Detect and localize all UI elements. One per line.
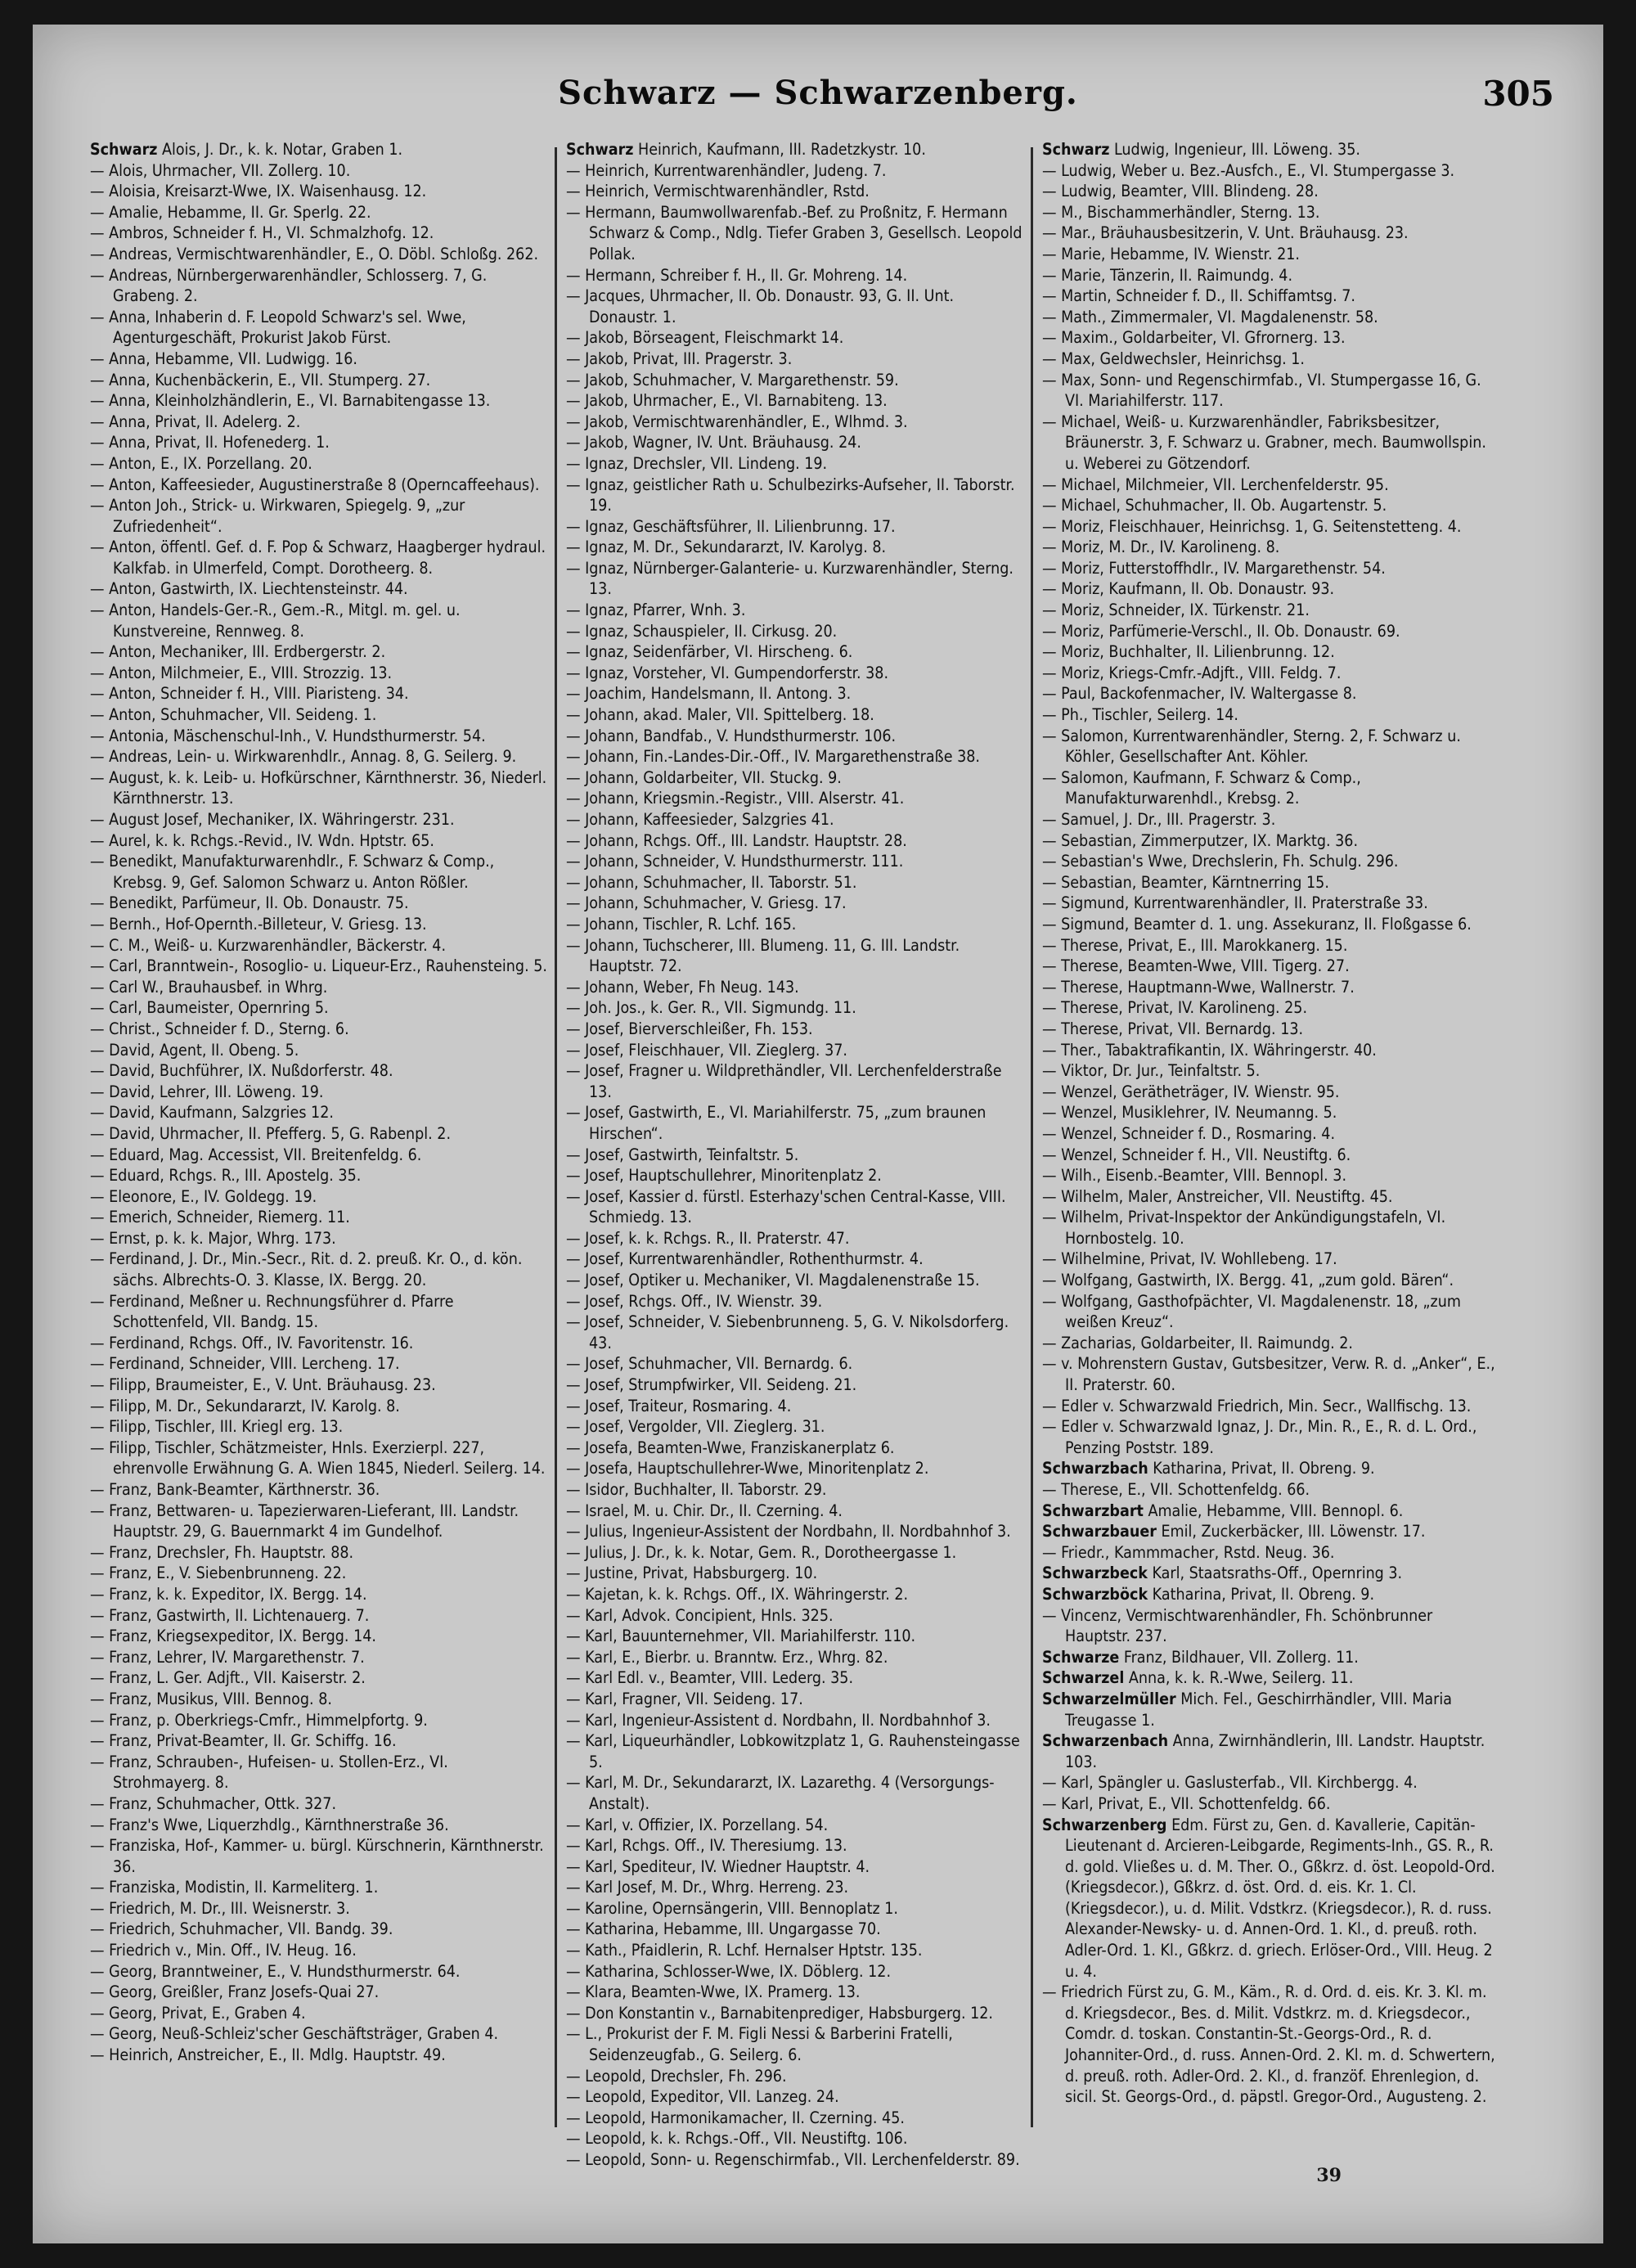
directory-entry: — Carl, Baumeister, Opernring 5. — [90, 998, 329, 1018]
directory-entry: — Franz, E., V. Siebenbrunneng. 22. — [90, 1564, 347, 1583]
directory-entry: Schwarzenberg Edm. Fürst zu, Gen. d. Kavallerie, Capitän-Lieutenant d. Arcieren-Leibgarde, Regiments-Inh., GS. R., R. d. gold. Vließes u. d. M. Ther. O., Gßkrz. d. öst. Leopold-Ord. (Kriegsdecor.), Gßkrz. d. öst. Ord. d. eis. Kr. 1. Cl. (Kriegsdecor.), u. d. Milit. Vdstkrz. (Kriegsdecor.), R. d. russ. Alexander-Newsky- u. d. Annen-Ord. 1. Kl., d. preuß. roth. Adler-Ord. 1. Kl., Gßkrz. d. griech. Erlöser-Ord., VIII. Heug. 2 u. 4. — [1042, 1815, 1495, 1981]
directory-entry: — Anton, Mechaniker, III. Erdbergerstr. 2. — [90, 642, 386, 662]
directory-entry: — Bernh., Hof-Opernth.-Billeteur, V. Griesg. 13. — [90, 914, 427, 934]
directory-entry: — Therese, Privat, VII. Bernardg. 13. — [1042, 1019, 1304, 1038]
column-middle — [566, 139, 1026, 2169]
directory-entry: — Isidor, Buchhalter, II. Taborstr. 29. — [566, 1480, 827, 1499]
directory-entry: — Ferdinand, Rchgs. Off., IV. Favoritenstr. 16. — [90, 1333, 414, 1352]
directory-entry: — Ignaz, Seidenfärber, VI. Hirscheng. 6. — [566, 642, 853, 662]
directory-entry: — Wilhelmine, Privat, IV. Wohllebeng. 17. — [1042, 1249, 1337, 1269]
directory-entry: — Carl, Branntwein-, Rosoglio- u. Liqueur-Erz., Rauhensteing. 5. — [90, 956, 547, 976]
directory-entry: — Moriz, Schneider, IX. Türkenstr. 21. — [1042, 601, 1310, 620]
directory-entry: — August, k. k. Leib- u. Hofkürschner, Kärnthnerstr. 36, Niederl. Kärnthnerstr. 13. — [90, 767, 547, 808]
directory-entry: — Math., Zimmermaler, VI. Magdalenenstr. 58. — [1042, 307, 1378, 326]
directory-entry: — Joachim, Handelsmann, II. Antong. 3. — [566, 684, 852, 704]
directory-entry: — Karl, Privat, E., VII. Schottenfeldg. 66. — [1042, 1793, 1331, 1813]
directory-entry: — Eduard, Rchgs. R., III. Apostelg. 35. — [90, 1166, 362, 1186]
directory-entry: — Georg, Branntweiner, E., V. Hundsthurmerstr. 64. — [90, 1961, 461, 1981]
directory-entry: — Anna, Privat, II. Hofenederg. 1. — [90, 433, 330, 452]
directory-entry: — Ferdinand, J. Dr., Min.-Secr., Rit. d. 2. preuß. Kr. O., d. kön. sächs. Albrechts-O. 3. Klasse, IX. Bergg. 20. — [90, 1249, 523, 1290]
directory-entry: — Leopold, Harmonikamacher, II. Czerning. 45. — [566, 2108, 905, 2127]
directory-entry: — Josef, Schuhmacher, VII. Bernardg. 6. — [566, 1354, 853, 1374]
directory-entry: — Don Konstantin v., Barnabitenprediger, Habsburgerg. 12. — [566, 2003, 994, 2023]
directory-entry: — Johann, Schuhmacher, V. Griesg. 17. — [566, 893, 847, 913]
directory-entry: — M., Bischammerhändler, Sterng. 13. — [1042, 202, 1320, 222]
directory-entry: — Sebastian's Wwe, Drechslerin, Fh. Schulg. 296. — [1042, 852, 1399, 871]
directory-entry: — Zacharias, Goldarbeiter, II. Raimundg. 2. — [1042, 1333, 1353, 1352]
directory-entry: — Hermann, Schreiber f. H., II. Gr. Mohreng. 14. — [566, 265, 908, 285]
directory-entry: — Anna, Privat, II. Adelerg. 2. — [90, 412, 301, 431]
directory-entry: — Franz, L. Ger. Adjft., VII. Kaiserstr. 2. — [90, 1668, 366, 1688]
directory-entry: — Leopold, Drechsler, Fh. 296. — [566, 2066, 787, 2086]
directory-entry: — Marie, Hebamme, IV. Wienstr. 21. — [1042, 244, 1300, 263]
directory-entry: — Josef, Optiker u. Mechaniker, VI. Magdalenenstraße 15. — [566, 1271, 980, 1290]
directory-entry: — Johann, Kriegsmin.-Registr., VIII. Alserstr. 41. — [566, 789, 905, 808]
directory-entry: — Karl, Fragner, VII. Seideng. 17. — [566, 1689, 803, 1708]
directory-entry: — Georg, Greißler, Franz Josefs-Quai 27. — [90, 1982, 380, 2002]
directory-entry: — Viktor, Dr. Jur., Teinfaltstr. 5. — [1042, 1061, 1261, 1081]
directory-entry: — Johann, akad. Maler, VII. Spittelberg. 18. — [566, 705, 874, 725]
directory-entry: — Karl, Bauunternehmer, VII. Mariahilferstr. 110. — [566, 1627, 916, 1646]
directory-entry: — C. M., Weiß- u. Kurzwarenhändler, Bäckerstr. 4. — [90, 935, 447, 955]
directory-entry: — Anna, Kleinholzhändlerin, E., VI. Barnabitengasse 13. — [90, 391, 491, 411]
directory-entry: — Georg, Neuß-Schleiz'scher Geschäftsträger, Graben 4. — [90, 2024, 499, 2044]
directory-entry: — Josefa, Hauptschullehrer-Wwe, Minoritenplatz 2. — [566, 1459, 929, 1478]
directory-entry: Schwarzenbach Anna, Zwirnhändlerin, III. Landstr. Hauptstr. 103. — [1042, 1731, 1485, 1771]
directory-entry: — Wilhelm, Privat-Inspektor der Ankündigungstafeln, VI. Hornbostelg. 10. — [1042, 1208, 1446, 1248]
directory-entry: — Wilh., Eisenb.-Beamter, VIII. Bennopl. 3. — [1042, 1166, 1347, 1186]
directory-entry: — Benedikt, Parfümeur, II. Ob. Donaustr. 75. — [90, 893, 409, 913]
directory-entry: — Johann, Schneider, V. Hundsthurmerstr. 111. — [566, 852, 904, 871]
directory-entry: — Ludwig, Weber u. Bez.-Ausfch., E., VI. Stumpergasse 3. — [1042, 160, 1455, 180]
directory-entry: — Anton, Schuhmacher, VII. Seideng. 1. — [90, 705, 377, 725]
directory-entry: — Johann, Tischler, R. Lchf. 165. — [566, 914, 797, 934]
directory-entry: — Karl Edl. v., Beamter, VIII. Lederg. 35. — [566, 1668, 854, 1688]
directory-entry: — Josef, Kurrentwarenhändler, Rothenthurmstr. 4. — [566, 1249, 924, 1269]
page-header — [33, 74, 1603, 123]
directory-entry: — Leopold, k. k. Rchgs.-Off., VII. Neustiftg. 106. — [566, 2129, 908, 2149]
directory-entry: — Franz, Bettwaren- u. Tapezierwaren-Lieferant, III. Landstr. Hauptstr. 29, G. Bauernmarkt 4 im Gundelhof. — [90, 1501, 519, 1541]
directory-entry: — Wenzel, Schneider f. H., VII. Neustiftg. 6. — [1042, 1145, 1351, 1164]
directory-entry: — Johann, Goldarbeiter, VII. Stuckg. 9. — [566, 767, 842, 787]
directory-entry: — Andreas, Nürnbergerwarenhändler, Schlosserg. 7, G. Grabeng. 2. — [90, 265, 488, 306]
directory-entry: — Andreas, Vermischtwarenhändler, E., O. Döbl. Schloßg. 262. — [90, 244, 539, 263]
page-title: Schwarz — Schwarzenberg. — [558, 74, 1078, 112]
directory-entry: — Ernst, p. k. k. Major, Whrg. 173. — [90, 1228, 336, 1248]
directory-entry: Schwarzbauer Emil, Zuckerbäcker, III. Löwenstr. 17. — [1042, 1522, 1426, 1541]
directory-entry: — Franz, Musikus, VIII. Bennog. 8. — [90, 1689, 332, 1708]
directory-entry: — Karl, v. Offizier, IX. Porzellang. 54. — [566, 1815, 829, 1834]
directory-entry: — Moriz, Fleischhauer, Heinrichsg. 1, G. Seitenstetteng. 4. — [1042, 516, 1462, 536]
directory-entry: — Anna, Hebamme, VII. Ludwigg. 16. — [90, 349, 357, 368]
directory-entry: — Moriz, Buchhalter, II. Lilienbrunng. 12. — [1042, 642, 1335, 662]
directory-entry: — Mar., Bräuhausbesitzerin, V. Unt. Bräuhausg. 23. — [1042, 223, 1409, 243]
directory-entry: — Josef, Strumpfwirker, VII. Seideng. 21. — [566, 1375, 857, 1395]
directory-entry: — Friedrich, M. Dr., III. Weisnerstr. 3. — [90, 1898, 350, 1918]
directory-entry: — Ignaz, Pfarrer, Wnh. 3. — [566, 601, 746, 620]
directory-entry: — Moriz, Futterstoffhdlr., IV. Margarethenstr. 54. — [1042, 558, 1386, 578]
directory-entry: — Ferdinand, Meßner u. Rechnungsführer d. Pfarre Schottenfeld, VII. Bandg. 15. — [90, 1291, 454, 1332]
directory-entry: — Josef, Gastwirth, E., VI. Mariahilferstr. 75, „zum braunen Hirschen“. — [566, 1103, 987, 1143]
directory-entry: — Karl, Ingenieur-Assistent d. Nordbahn, II. Nordbahnhof 3. — [566, 1710, 991, 1730]
directory-entry: — Emerich, Schneider, Riemerg. 11. — [90, 1208, 350, 1227]
directory-entry: — Paul, Backofenmacher, IV. Waltergasse 8. — [1042, 684, 1357, 704]
directory-entry: — Jakob, Vermischtwarenhändler, E., Wlhmd. 3. — [566, 412, 908, 431]
directory-entry: — Wilhelm, Maler, Anstreicher, VII. Neustiftg. 45. — [1042, 1186, 1393, 1206]
directory-entry: — Franziska, Hof-, Kammer- u. bürgl. Kürschnerin, Kärnthnerstr. 36. — [90, 1836, 544, 1876]
directory-entry: — Ignaz, Geschäftsführer, II. Lilienbrunng. 17. — [566, 516, 896, 536]
directory-entry: — Wenzel, Gerätheträger, IV. Wienstr. 95. — [1042, 1082, 1340, 1101]
directory-entry: — Josef, Fleischhauer, VII. Zieglerg. 37. — [566, 1040, 847, 1060]
directory-entry: — Filipp, Braumeister, E., V. Unt. Bräuhausg. 23. — [90, 1375, 436, 1395]
directory-entry: — Ignaz, M. Dr., Sekundararzt, IV. Karolyg. 8. — [566, 538, 887, 557]
directory-entry: — David, Lehrer, III. Löweng. 19. — [90, 1082, 324, 1101]
directory-entry: — Johann, Bandfab., V. Hundsthurmerstr. 106. — [566, 726, 897, 745]
directory-entry: — Michael, Schuhmacher, II. Ob. Augartenstr. 5. — [1042, 496, 1387, 515]
directory-entry: — Georg, Privat, E., Graben 4. — [90, 2003, 306, 2023]
directory-entry: Schwarzbach Katharina, Privat, II. Obreng. 9. — [1042, 1459, 1375, 1478]
column-left — [90, 139, 550, 2127]
directory-entry: — Filipp, Tischler, III. Kriegl erg. 13. — [90, 1417, 344, 1437]
directory-entry: — August Josef, Mechaniker, IX. Währingerstr. 231. — [90, 810, 455, 829]
directory-entry: — Therese, Beamten-Wwe, VIII. Tigerg. 27. — [1042, 956, 1350, 976]
directory-entry: — Karl, Spediteur, IV. Wiedner Hauptstr. 4. — [566, 1856, 870, 1876]
directory-entry: — Ignaz, geistlicher Rath u. Schulbezirks-Aufseher, II. Taborstr. 19. — [566, 475, 1015, 515]
directory-entry: — Josef, Schneider, V. Siebenbrunneng. 5, G. V. Nikolsdorferg. 43. — [566, 1312, 1009, 1352]
directory-entry: — Johann, Rchgs. Off., III. Landstr. Hauptstr. 28. — [566, 830, 907, 850]
directory-entry: — Martin, Schneider f. D., II. Schiffamtsg. 7. — [1042, 286, 1355, 306]
column-right — [1042, 139, 1502, 2127]
page-number: 305 — [1482, 74, 1554, 114]
directory-entry: — Alois, Uhrmacher, VII. Zollerg. 10. — [90, 160, 351, 180]
directory-entry: — Benedikt, Manufakturwarenhdlr., F. Schwarz & Comp., Krebsg. 9, Gef. Salomon Schwarz u. Anton Rößler. — [90, 852, 495, 892]
directory-entry: — Justine, Privat, Habsburgerg. 10. — [566, 1564, 818, 1583]
directory-entry: — David, Uhrmacher, II. Pfefferg. 5, G. Rabenpl. 2. — [90, 1123, 452, 1143]
directory-entry: — Josef, Bierverschleißer, Fh. 153. — [566, 1019, 813, 1038]
directory-entry: — Friedr., Kammmacher, Rstd. Neug. 36. — [1042, 1542, 1335, 1562]
directory-entry: — Karl, Rchgs. Off., IV. Theresiumg. 13. — [566, 1836, 847, 1856]
directory-entry: — Antonia, Mäschenschul-Inh., V. Hundsthurmerstr. 54. — [90, 726, 486, 745]
directory-entry: — Andreas, Lein- u. Wirkwarenhdlr., Annag. 8, G. Seilerg. 9. — [90, 747, 517, 767]
directory-entry: — Edler v. Schwarzwald Ignaz, J. Dr., Min. R., E., R. d. L. Ord., Penzing Poststr. 189. — [1042, 1417, 1477, 1457]
directory-entry: — Aloisia, Kreisarzt-Wwe, IX. Waisenhausg. 12. — [90, 182, 427, 201]
directory-entry: — Franz, Bank-Beamter, Kärthnerstr. 36. — [90, 1480, 380, 1499]
directory-entry: — Franz, Gastwirth, II. Lichtenauerg. 7. — [90, 1605, 370, 1625]
directory-entry: — Jakob, Privat, III. Pragerstr. 3. — [566, 349, 793, 368]
directory-entry: — Filipp, M. Dr., Sekundararzt, IV. Karolg. 8. — [90, 1396, 400, 1415]
directory-entry: — Kath., Pfaidlerin, R. Lchf. Hernalser Hptstr. 135. — [566, 1941, 923, 1960]
directory-entry: — Julius, Ingenieur-Assistent der Nordbahn, II. Nordbahnhof 3. — [566, 1522, 1011, 1541]
directory-entry: Schwarzbeck Karl, Staatsraths-Off., Opernring 3. — [1042, 1564, 1403, 1583]
directory-entry: — Anton, Gastwirth, IX. Liechtensteinstr. 44. — [90, 579, 408, 599]
directory-entry: — Jacques, Uhrmacher, II. Ob. Donaustr. 93, G. II. Unt. Donaustr. 1. — [566, 286, 955, 326]
directory-entry: — Therese, Privat, IV. Karolineng. 25. — [1042, 998, 1308, 1018]
directory-entry: — Joh. Jos., k. Ger. R., VII. Sigmundg. 11. — [566, 998, 856, 1018]
directory-entry: — Josef, Traiteur, Rosmaring. 4. — [566, 1396, 792, 1415]
directory-entry: — David, Buchführer, IX. Nußdorferstr. 48. — [90, 1061, 393, 1081]
directory-entry: — Ther., Tabaktrafikantin, IX. Währingerstr. 40. — [1042, 1040, 1377, 1060]
directory-entry: — Franz, Privat-Beamter, II. Gr. Schiffg. 16. — [90, 1731, 397, 1751]
directory-page — [33, 25, 1603, 2243]
directory-entry: — Josef, Fragner u. Wildprethändler, VII. Lerchenfelderstraße 13. — [566, 1061, 1002, 1101]
directory-entry: Schwarz Heinrich, Kaufmann, III. Radetzkystr. 10. — [566, 140, 926, 159]
directory-entry: — Edler v. Schwarzwald Friedrich, Min. Secr., Wallfischg. 13. — [1042, 1396, 1472, 1415]
directory-entry: — Karl, Advok. Concipient, Hnls. 325. — [566, 1605, 834, 1625]
directory-entry: — Ignaz, Drechsler, VII. Lindeng. 19. — [566, 453, 828, 473]
directory-entry: — Marie, Tänzerin, II. Raimundg. 4. — [1042, 265, 1293, 285]
directory-entry: — Michael, Weiß- u. Kurzwarenhändler, Fabriksbesitzer, Bräunerstr. 3, F. Schwarz u. Grabner, mech. Baumwollspin. u. Weberei zu Götzendorf. — [1042, 412, 1486, 473]
column-divider — [555, 147, 557, 2127]
directory-entry: — Anton, Milchmeier, E., VIII. Strozzig. 13. — [90, 663, 393, 682]
printer-signature: 39 — [1316, 2165, 1342, 2186]
directory-entry: — Johann, Fin.-Landes-Dir.-Off., IV. Margarethenstraße 38. — [566, 747, 980, 767]
directory-entry: — Salomon, Kurrentwarenhändler, Sterng. 2, F. Schwarz u. Köhler, Gesellschafter Ant. Köhler. — [1042, 726, 1461, 767]
directory-entry: — Johann, Weber, Fh Neug. 143. — [566, 977, 799, 997]
directory-entry: — Franz, Kriegsexpeditor, IX. Bergg. 14. — [90, 1627, 376, 1646]
directory-entry: — Moriz, M. Dr., IV. Karolineng. 8. — [1042, 538, 1280, 557]
directory-entry: — Ph., Tischler, Seilerg. 14. — [1042, 705, 1238, 725]
directory-entry: — Karl Josef, M. Dr., Whrg. Herreng. 23. — [566, 1878, 849, 1897]
directory-entry: — Samuel, J. Dr., III. Pragerstr. 3. — [1042, 810, 1276, 829]
directory-entry: — Ludwig, Beamter, VIII. Blindeng. 28. — [1042, 182, 1319, 201]
directory-entry: — Johann, Kaffeesieder, Salzgries 41. — [566, 810, 834, 829]
directory-entry: — Josef, Hauptschullehrer, Minoritenplatz 2. — [566, 1166, 882, 1186]
directory-entry: — Karl, M. Dr., Sekundararzt, IX. Lazarethg. 4 (Versorgungs-Anstalt). — [566, 1773, 995, 1813]
directory-entry: — Carl W., Brauhausbef. in Whrg. — [90, 977, 328, 997]
directory-entry: — Josef, k. k. Rchgs. R., II. Praterstr. 47. — [566, 1228, 850, 1248]
directory-entry: — Josef, Gastwirth, Teinfaltstr. 5. — [566, 1145, 799, 1164]
directory-entry: — Max, Sonn- und Regenschirmfab., VI. Stumpergasse 16, G. VI. Mariahilferstr. 117. — [1042, 370, 1481, 411]
directory-entry: — Jakob, Schuhmacher, V. Margarethenstr. 59. — [566, 370, 899, 389]
directory-entry: — Sebastian, Zimmerputzer, IX. Marktg. 36. — [1042, 830, 1359, 850]
directory-entry: — Wenzel, Musiklehrer, IV. Neumanng. 5. — [1042, 1103, 1337, 1123]
directory-entry: — Salomon, Kaufmann, F. Schwarz & Comp., Manufakturwarenhdl., Krebsg. 2. — [1042, 767, 1361, 808]
directory-entry: — Heinrich, Vermischtwarenhändler, Rstd. — [566, 182, 870, 201]
directory-entry: — Josefa, Beamten-Wwe, Franziskanerplatz 6. — [566, 1438, 895, 1457]
directory-entry: — Franz, Drechsler, Fh. Hauptstr. 88. — [90, 1542, 354, 1562]
directory-entry: Schwarze Franz, Bildhauer, VII. Zollerg. 11. — [1042, 1647, 1359, 1667]
directory-entry: — v. Mohrenstern Gustav, Gutsbesitzer, Verw. R. d. „Anker“, E., II. Praterstr. 60. — [1042, 1354, 1495, 1395]
directory-entry: — Ambros, Schneider f. H., VI. Schmalzhofg. 12. — [90, 223, 434, 243]
directory-entry: — Anna, Kuchenbäckerin, E., VII. Stumperg. 27. — [90, 370, 431, 389]
directory-entry: — Sebastian, Beamter, Kärntnerring 15. — [1042, 872, 1329, 892]
directory-entry: — Friedrich, Schuhmacher, VII. Bandg. 39. — [90, 1919, 393, 1939]
directory-entry: — Moriz, Parfümerie-Verschl., II. Ob. Donaustr. 69. — [1042, 621, 1400, 641]
directory-entry: Schwarzböck Katharina, Privat, II. Obreng. 9. — [1042, 1584, 1375, 1604]
directory-entry: — Christ., Schneider f. D., Sterng. 6. — [90, 1019, 349, 1038]
directory-entry: — Ignaz, Nürnberger-Galanterie- u. Kurzwarenhändler, Sterng. 13. — [566, 558, 1014, 599]
directory-entry: — Katharina, Hebamme, III. Ungargasse 70. — [566, 1919, 881, 1939]
directory-entry: — Karoline, Opernsängerin, VIII. Bennoplatz 1. — [566, 1898, 898, 1918]
directory-entry: — Leopold, Expeditor, VII. Lanzeg. 24. — [566, 2087, 839, 2107]
directory-entry: — Jakob, Uhrmacher, E., VI. Barnabiteng. 13. — [566, 391, 888, 411]
directory-entry: — Aurel, k. k. Rchgs.-Revid., IV. Wdn. Hptstr. 65. — [90, 830, 434, 850]
directory-entry: — Franziska, Modistin, II. Karmeliterg. 1. — [90, 1878, 379, 1897]
directory-entry: — Klara, Beamten-Wwe, IX. Pramerg. 13. — [566, 1982, 861, 2002]
directory-entry: — Johann, Tuchscherer, III. Blumeng. 11, G. III. Landstr. Hauptstr. 72. — [566, 935, 960, 976]
directory-entry: — David, Kaufmann, Salzgries 12. — [90, 1103, 334, 1123]
directory-entry: — Sigmund, Beamter d. 1. ung. Assekuranz, II. Floßgasse 6. — [1042, 914, 1472, 934]
directory-entry: — Anton, Handels-Ger.-R., Gem.-R., Mitgl. m. gel. u. Kunstvereine, Rennweg. 8. — [90, 601, 461, 641]
directory-entry: — Josef, Kassier d. fürstl. Esterhazy'schen Central-Kasse, VIII. Schmiedg. 13. — [566, 1186, 1006, 1227]
directory-entry: — Ignaz, Vorsteher, VI. Gumpendorferstr. 38. — [566, 663, 889, 682]
directory-entry: — Anton Joh., Strick- u. Wirkwaren, Spiegelg. 9, „zur Zufriedenheit“. — [90, 496, 465, 536]
directory-entry: — Heinrich, Anstreicher, E., II. Mdlg. Hauptstr. 49. — [90, 2045, 446, 2065]
directory-entry: — Karl, Liqueurhändler, Lobkowitzplatz 1, G. Rauhensteingasse 5. — [566, 1731, 1020, 1771]
directory-entry: — Karl, Spängler u. Gaslusterfab., VII. Kirchbergg. 4. — [1042, 1773, 1418, 1793]
directory-entry: — Karl, E., Bierbr. u. Branntw. Erz., Whrg. 82. — [566, 1647, 888, 1667]
column-divider — [1031, 147, 1033, 2127]
directory-entry: — Moriz, Kriegs-Cmfr.-Adjft., VIII. Feldg. 7. — [1042, 663, 1342, 682]
directory-entry: — Sigmund, Kurrentwarenhändler, II. Praterstraße 33. — [1042, 893, 1428, 913]
directory-entry: Schwarzel Anna, k. k. R.-Wwe, Seilerg. 11. — [1042, 1668, 1354, 1688]
directory-entry: Schwarz Ludwig, Ingenieur, III. Löweng. 35. — [1042, 140, 1360, 159]
directory-entry: Schwarz Alois, J. Dr., k. k. Notar, Graben 1. — [90, 140, 403, 159]
directory-entry: — Eleonore, E., IV. Goldegg. 19. — [90, 1186, 317, 1206]
directory-entry: — Filipp, Tischler, Schätzmeister, Hnls. Exerzierpl. 227, ehrenvolle Erwähnung G. A. Wien 1845, Niederl. Seilerg. 14. — [90, 1438, 546, 1478]
directory-entry: — Katharina, Schlosser-Wwe, IX. Döblerg. 12. — [566, 1961, 892, 1981]
directory-entry: — Therese, Privat, E., III. Marokkanerg. 15. — [1042, 935, 1348, 955]
directory-entry: — Josef, Rchgs. Off., IV. Wienstr. 39. — [566, 1291, 823, 1311]
directory-entry: — Franz, k. k. Expeditor, IX. Bergg. 14. — [90, 1584, 367, 1604]
directory-entry: — Anton, E., IX. Porzellang. 20. — [90, 453, 312, 473]
directory-entry: — Leopold, Sonn- u. Regenschirmfab., VII. Lerchenfelderstr. 89. — [566, 2150, 1020, 2169]
directory-entry: — Jakob, Börseagent, Fleischmarkt 14. — [566, 328, 844, 348]
directory-entry: — Franz, Lehrer, IV. Margarethenstr. 7. — [90, 1647, 365, 1667]
directory-entry: — Franz, Schuhmacher, Ottk. 327. — [90, 1793, 337, 1813]
directory-entry: — Michael, Milchmeier, VII. Lerchenfelderstr. 95. — [1042, 475, 1389, 494]
directory-entry: — Josef, Vergolder, VII. Zieglerg. 31. — [566, 1417, 825, 1437]
directory-entry: — Vincenz, Vermischtwarenhändler, Fh. Schönbrunner Hauptstr. 237. — [1042, 1605, 1433, 1646]
directory-entry: — Eduard, Mag. Accessist, VII. Breitenfeldg. 6. — [90, 1145, 422, 1164]
directory-entry: — David, Agent, II. Obeng. 5. — [90, 1040, 299, 1060]
directory-entry: — Wolfgang, Gasthofpächter, VI. Magdalenenstr. 18, „zum weißen Kreuz“. — [1042, 1291, 1461, 1332]
directory-entry: — Maxim., Goldarbeiter, VI. Gfrornerg. 13. — [1042, 328, 1346, 348]
directory-entry: Schwarzbart Amalie, Hebamme, VIII. Bennopl. 6. — [1042, 1501, 1404, 1520]
directory-entry: — Wenzel, Schneider f. D., Rosmaring. 4. — [1042, 1123, 1336, 1143]
directory-entry: — Anton, Schneider f. H., VIII. Piaristeng. 34. — [90, 684, 409, 704]
directory-entry: — Anton, öffentl. Gef. d. F. Pop & Schwarz, Haagberger hydraul. Kalkfab. in Ulmerfeld, Compt. Dorotheerg. 8. — [90, 538, 546, 578]
directory-entry: — Wolfgang, Gastwirth, IX. Bergg. 41, „zum gold. Bären“. — [1042, 1271, 1454, 1290]
directory-entry: — Anna, Inhaberin d. F. Leopold Schwarz's sel. Wwe, Agenturgeschäft, Prokurist Jakob Fürst. — [90, 307, 466, 348]
directory-entry: — Franz, p. Oberkriegs-Cmfr., Himmelpfortg. 9. — [90, 1710, 428, 1730]
directory-entry: — Friedrich Fürst zu, G. M., Käm., R. d. Ord. d. eis. Kr. 3. Kl. m. d. Kriegsdecor., Bes. d. Milit. Vdstkrz. m. d. Kriegsdecor., Comdr. d. toskan. Constantin-St.-Georgs-Ord., R. d. Johanniter-Ord., d. russ. Annen-Ord. 2. Kl. m. d. Schwertern, d. preuß. roth. Adler-Ord. 2. Kl., d. franzöf. Ehrenlegion, d. sicil. St. Georgs-Ord., d. päpstl. Gregor-Ord., Augusteng. 2. — [1042, 1982, 1495, 2107]
directory-entry: — L., Prokurist der F. M. Figli Nessi & Barberini Fratelli, Seidenzeugfab., G. Seilerg. 6. — [566, 2024, 953, 2065]
directory-entry: — Ignaz, Schauspieler, II. Cirkusg. 20. — [566, 621, 838, 641]
directory-entry: — Israel, M. u. Chir. Dr., II. Czerning. 4. — [566, 1501, 843, 1520]
directory-entry: — Anton, Kaffeesieder, Augustinerstraße 8 (Operncaffeehaus). — [90, 475, 540, 494]
directory-entry: — Heinrich, Kurrentwarenhändler, Judeng. 7. — [566, 160, 887, 180]
directory-entry: — Johann, Schuhmacher, II. Taborstr. 51. — [566, 872, 857, 892]
directory-entry: — Hermann, Baumwollwarenfab.-Bef. zu Proßnitz, F. Hermann Schwarz & Comp., Ndlg. Tiefer Graben 3, Gesellsch. Leopold Pollak. — [566, 202, 1022, 263]
directory-entry: — Friedrich v., Min. Off., IV. Heug. 16. — [90, 1941, 357, 1960]
directory-entry: — Max, Geldwechsler, Heinrichsg. 1. — [1042, 349, 1305, 368]
directory-entry: — Franz, Schrauben-, Hufeisen- u. Stollen-Erz., VI. Strohmayerg. 8. — [90, 1752, 448, 1793]
directory-entry: — Amalie, Hebamme, II. Gr. Sperlg. 22. — [90, 202, 371, 222]
directory-entry: — Ferdinand, Schneider, VIII. Lercheng. 17. — [90, 1354, 400, 1374]
directory-entry: — Julius, J. Dr., k. k. Notar, Gem. R., Dorotheergasse 1. — [566, 1542, 957, 1562]
directory-entry: — Moriz, Kaufmann, II. Ob. Donaustr. 93. — [1042, 579, 1335, 599]
directory-entry: — Kajetan, k. k. Rchgs. Off., IX. Währingerstr. 2. — [566, 1584, 909, 1604]
directory-entry: Schwarzelmüller Mich. Fel., Geschirrhändler, VIII. Maria Treugasse 1. — [1042, 1689, 1453, 1730]
directory-entry: — Franz's Wwe, Liquerzhdlg., Kärnthnerstraße 36. — [90, 1815, 449, 1834]
directory-entry: — Therese, E., VII. Schottenfeldg. 66. — [1042, 1480, 1310, 1499]
directory-entry: — Therese, Hauptmann-Wwe, Wallnerstr. 7. — [1042, 977, 1355, 997]
directory-entry: — Jakob, Wagner, IV. Unt. Bräuhausg. 24. — [566, 433, 861, 452]
